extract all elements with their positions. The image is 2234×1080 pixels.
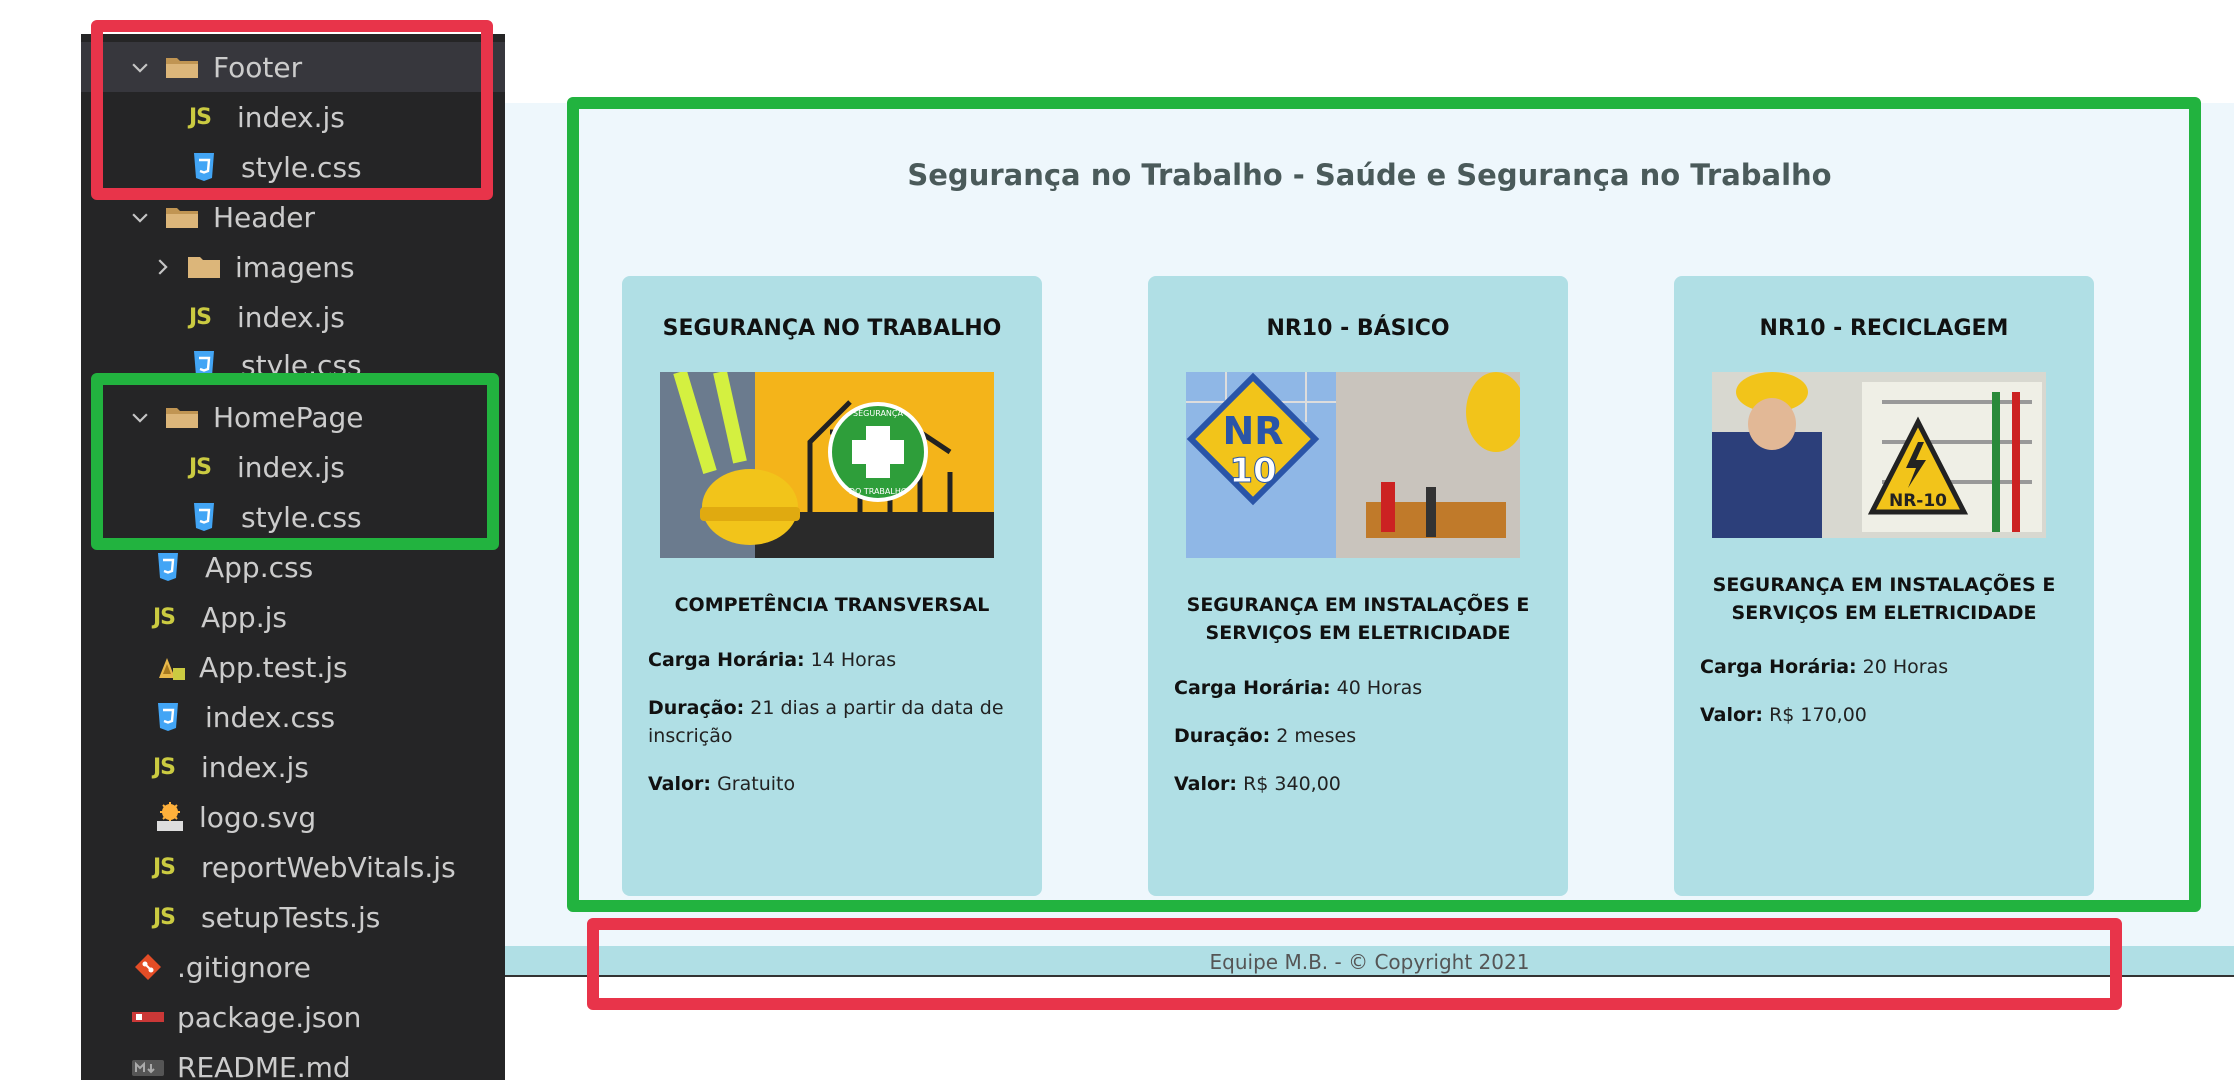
duracao-label: Duração: [648, 697, 745, 719]
tree-file-setuptests-js[interactable] [81, 892, 505, 942]
tree-file-readme-md[interactable] [81, 1042, 505, 1080]
css-file-icon [193, 152, 215, 182]
tree-file-footer-style-css[interactable] [81, 142, 505, 192]
card-image-nr10-reciclagem [1712, 372, 2046, 538]
folder-open-icon [165, 404, 199, 430]
tree-label: reportWebVitals.js [201, 850, 456, 884]
tree-label: index.css [205, 700, 336, 734]
carga-value: 40 Horas [1330, 677, 1423, 699]
badge-text: DO TRABALHO [848, 487, 908, 496]
carga-label: Carga Horária: [1174, 677, 1331, 699]
valor-label: Valor: [648, 773, 712, 795]
tree-file-homepage-style-css[interactable] [81, 492, 505, 542]
tree-label: setupTests.js [201, 900, 381, 934]
tree-file-gitignore[interactable] [81, 942, 505, 992]
npm-icon [131, 1002, 165, 1032]
web-page [505, 103, 2234, 975]
tree-label: style.css [241, 150, 362, 184]
js-file-icon: JS [153, 904, 176, 930]
folder-closed-icon [187, 254, 221, 280]
card-image-seguranca [660, 372, 994, 558]
valor-label: Valor: [1700, 704, 1764, 726]
card-subtitle: SEGURANÇA EM INSTALAÇÕES E SERVIÇOS EM ELETRICIDADE [1186, 594, 1530, 644]
card-info [648, 646, 1018, 818]
chevron-down-icon [129, 406, 151, 428]
card-subtitle: COMPETÊNCIA TRANSVERSAL [674, 594, 990, 616]
badge-text: NR [1222, 409, 1284, 453]
tree-label: HomePage [213, 400, 364, 434]
js-file-icon: JS [189, 304, 212, 330]
course-card-nr10-reciclagem[interactable] [1674, 276, 2094, 896]
tree-label: .gitignore [177, 950, 311, 984]
js-file-icon: JS [153, 754, 176, 780]
tree-label: Footer [213, 50, 303, 84]
tree-label: index.js [237, 100, 345, 134]
duracao-value: 2 meses [1270, 725, 1357, 747]
tree-file-index-css[interactable] [81, 692, 505, 742]
duracao-label: Duração: [1174, 725, 1271, 747]
js-file-icon: JS [189, 104, 212, 130]
chevron-right-icon [151, 256, 173, 278]
course-card-seguranca[interactable] [622, 276, 1042, 896]
card-subtitle: SEGURANÇA EM INSTALAÇÕES E SERVIÇOS EM ELETRICIDADE [1712, 574, 2056, 624]
tree-label: README.md [177, 1050, 351, 1080]
js-file-icon: JS [153, 604, 176, 630]
tree-file-homepage-index-js[interactable] [81, 442, 505, 492]
valor-label: Valor: [1174, 773, 1238, 795]
tree-label: App.js [201, 600, 287, 634]
tree-folder-imagens[interactable] [81, 242, 505, 292]
tree-label: imagens [235, 250, 355, 284]
tree-label: App.css [205, 550, 314, 584]
course-card-nr10-basico[interactable] [1148, 276, 1568, 896]
folder-open-icon [165, 54, 199, 80]
tree-label: index.js [237, 450, 345, 484]
tree-label: package.json [177, 1000, 362, 1034]
css-file-icon [157, 552, 179, 582]
js-file-icon: JS [153, 854, 176, 880]
card-image-nr10-basico [1186, 372, 1520, 558]
folder-open-icon [165, 204, 199, 230]
badge-text: SEGURANÇA [853, 409, 903, 418]
carga-label: Carga Horária: [648, 649, 805, 671]
tree-file-reportwebvitals-js[interactable] [81, 842, 505, 892]
carga-value: 14 Horas [804, 649, 897, 671]
tree-file-app-css[interactable] [81, 542, 505, 592]
css-file-icon [157, 702, 179, 732]
tree-file-app-test-js[interactable] [81, 642, 505, 692]
tree-file-package-json[interactable] [81, 992, 505, 1042]
tree-folder-header[interactable] [81, 192, 505, 242]
card-title: NR10 - RECICLAGEM [1759, 316, 2009, 341]
test-file-icon [153, 652, 187, 682]
valor-value: R$ 170,00 [1763, 704, 1867, 726]
valor-value: Gratuito [711, 773, 796, 795]
badge-text: 10 [1229, 451, 1277, 491]
chevron-down-icon [129, 56, 151, 78]
card-title: SEGURANÇA NO TRABALHO [662, 316, 1002, 341]
card-info [1700, 653, 2070, 749]
tree-label: style.css [241, 500, 362, 534]
file-explorer [81, 34, 505, 1080]
git-icon [131, 952, 165, 982]
carga-label: Carga Horária: [1700, 656, 1857, 678]
js-file-icon: JS [189, 454, 212, 480]
tree-file-logo-svg[interactable] [81, 792, 505, 842]
css-file-icon [193, 350, 215, 380]
tree-label: Header [213, 200, 315, 234]
tree-file-footer-index-js[interactable] [81, 92, 505, 142]
duracao-value: 21 dias a partir da data de inscrição [648, 697, 1004, 747]
tree-file-app-js[interactable] [81, 592, 505, 642]
page-title: Segurança no Trabalho - Saúde e Segurança no Trabalho [907, 158, 1832, 192]
svg-file-icon [153, 802, 187, 832]
chevron-down-icon [129, 206, 151, 228]
tree-label: App.test.js [199, 650, 348, 684]
css-file-icon [193, 502, 215, 532]
tree-folder-homepage[interactable] [81, 392, 505, 442]
badge-text: NR-10 [1888, 491, 1948, 511]
tree-file-header-style-css[interactable] [81, 340, 505, 390]
card-title: NR10 - BÁSICO [1266, 316, 1450, 341]
tree-folder-footer[interactable] [81, 42, 505, 92]
card-info [1174, 674, 1544, 818]
footer-copyright: Equipe M.B. - © Copyright 2021 [1209, 950, 1530, 974]
carga-value: 20 Horas [1856, 656, 1949, 678]
tree-file-index-js[interactable] [81, 742, 505, 792]
tree-label: index.js [237, 300, 345, 334]
tree-label: style.css [241, 348, 362, 382]
tree-label: logo.svg [199, 800, 317, 834]
valor-value: R$ 340,00 [1237, 773, 1341, 795]
tree-label: index.js [201, 750, 309, 784]
tree-file-header-index-js[interactable] [81, 292, 505, 342]
markdown-icon [131, 1052, 165, 1080]
